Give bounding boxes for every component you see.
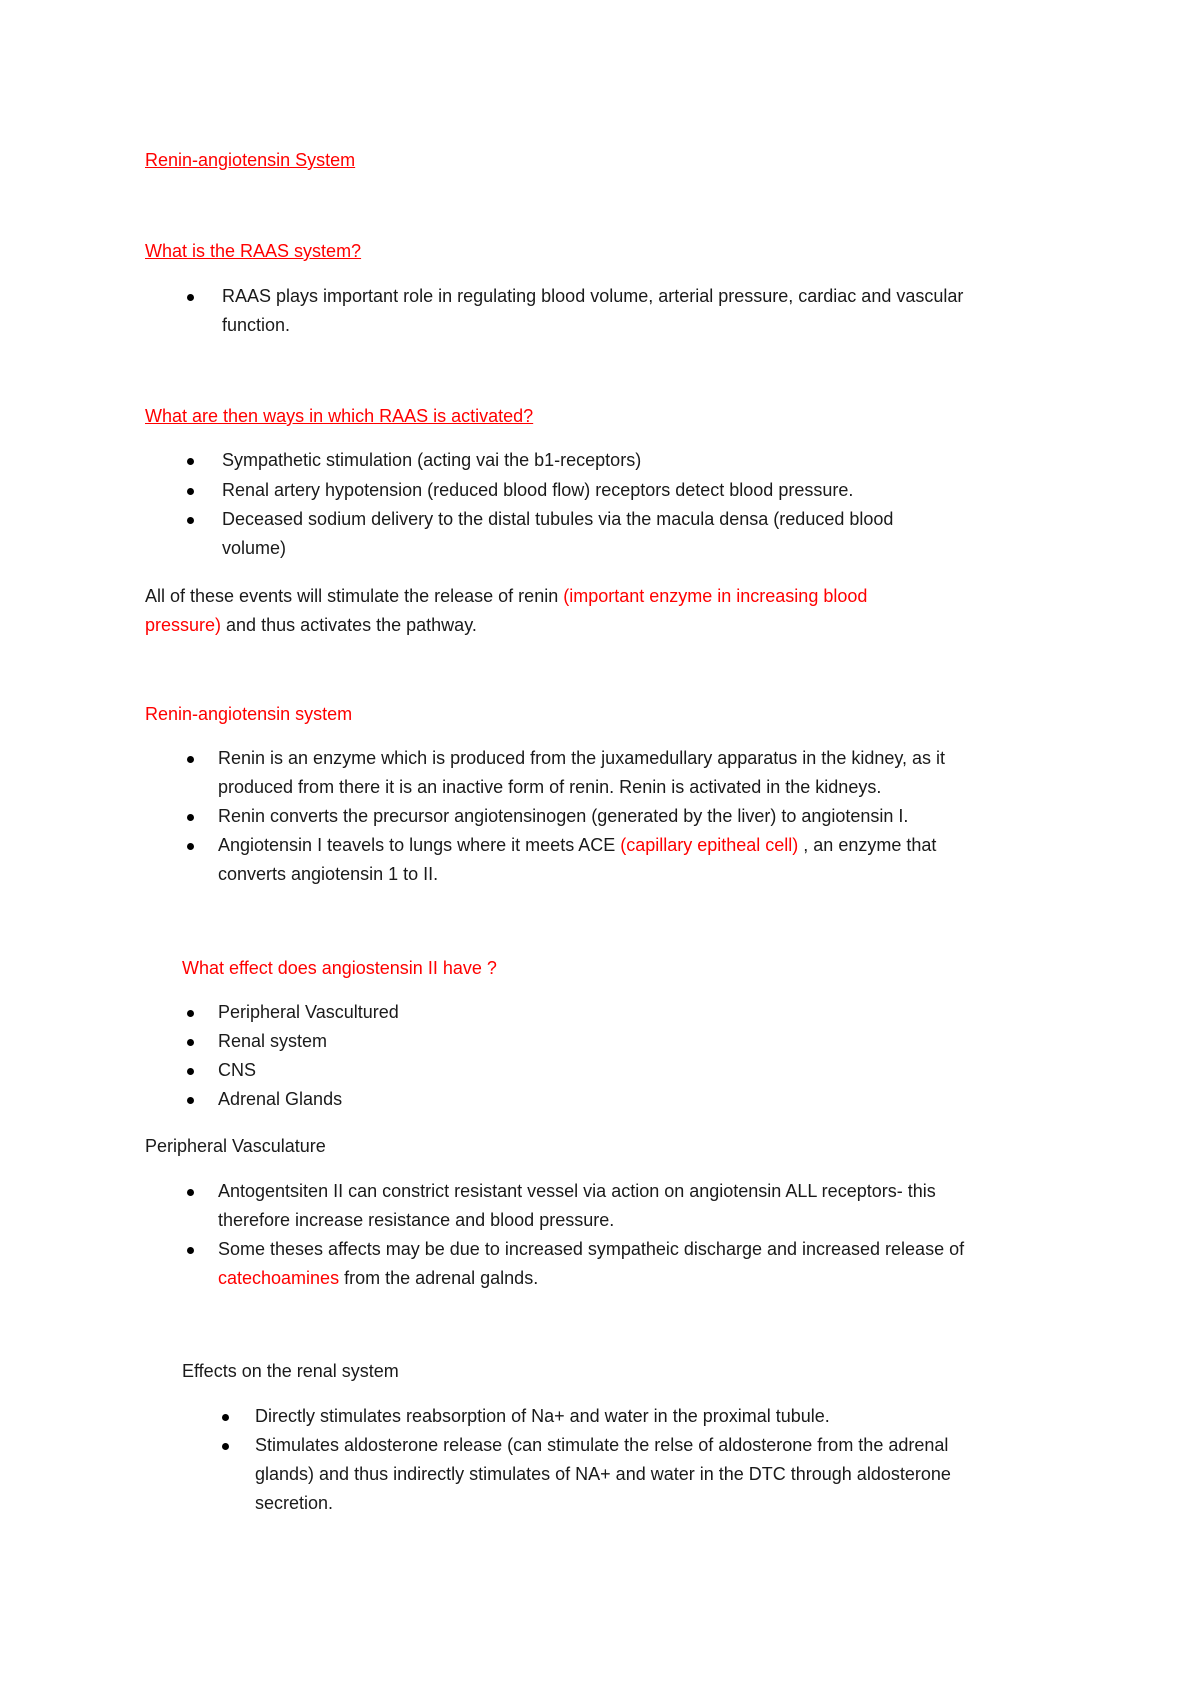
bullet-icon	[187, 756, 194, 763]
list-item: Adrenal Glands	[218, 1089, 343, 1109]
bullet-icon	[187, 1247, 194, 1254]
list-item	[218, 834, 936, 856]
paragraph-line	[145, 585, 867, 607]
bullet-icon	[187, 814, 194, 821]
list-item: Stimulates aldosterone release (can stimulate the relse of aldosterone from the adrenal	[255, 1435, 949, 1455]
list-item-text: from the adrenal galnds.	[339, 1268, 539, 1288]
paragraph-text: and thus activates the pathway.	[221, 615, 477, 635]
list-item-text: , an enzyme that	[798, 835, 937, 855]
bullet-icon	[187, 458, 194, 465]
paragraph-line	[145, 614, 477, 636]
list-item: Some theses affects may be due to increased sympatheic discharge and increased release of	[218, 1239, 965, 1259]
list-item: CNS	[218, 1060, 257, 1080]
bullet-icon	[187, 1039, 194, 1046]
highlight-text: (capillary epitheal cell)	[620, 835, 799, 855]
list-item: Peripheral Vascultured	[218, 1002, 399, 1022]
heading-peripheral-vasculature: Peripheral Vasculature	[145, 1136, 326, 1156]
heading-renin-system: Renin-angiotensin system	[145, 704, 353, 724]
bullet-icon	[187, 843, 194, 850]
paragraph-text: All of these events will stimulate the release of renin	[145, 586, 564, 606]
bullet-icon	[222, 1443, 229, 1450]
heading-what-is-raas: What is the RAAS system?	[145, 241, 362, 261]
document-title: Renin-angiotensin System	[145, 150, 356, 170]
list-item-continued: converts angiotensin 1 to II.	[218, 864, 439, 884]
list-item-text: Angiotensin I teavels to lungs where it meets ACE	[218, 835, 621, 855]
heading-angiotensin-effects: What effect does angiostensin II have ?	[182, 958, 497, 978]
highlight-text: catechoamines	[218, 1268, 340, 1288]
bullet-icon	[187, 294, 194, 301]
list-item: Renal artery hypotension (reduced blood flow) receptors detect blood pressure.	[222, 480, 854, 500]
list-item-continued: therefore increase resistance and blood pressure.	[218, 1210, 615, 1230]
bullet-icon	[187, 1097, 194, 1104]
list-item: Renin is an enzyme which is produced from the juxamedullary apparatus in the kidney, as it	[218, 748, 946, 768]
list-item-continued: volume)	[222, 538, 287, 558]
list-item: Antogentsiten II can constrict resistant vessel via action on angiotensin ALL receptors- this	[218, 1181, 936, 1201]
highlight-text: pressure)	[145, 615, 222, 635]
highlight-text: (important enzyme in increasing blood	[563, 586, 868, 606]
list-item: Deceased sodium delivery to the distal tubules via the macula densa (reduced blood	[222, 509, 894, 529]
bullet-icon	[187, 488, 194, 495]
bullet-icon	[187, 1189, 194, 1196]
list-item: Renal system	[218, 1031, 328, 1051]
bullet-icon	[187, 517, 194, 524]
bullet-icon	[187, 1010, 194, 1017]
list-item: Directly stimulates reabsorption of Na+ and water in the proximal tubule.	[255, 1406, 830, 1426]
list-item: RAAS plays important role in regulating blood volume, arterial pressure, cardiac and vascular	[222, 286, 964, 306]
bullet-icon	[187, 1068, 194, 1075]
bullet-icon	[222, 1414, 229, 1421]
list-item-continued	[218, 1267, 538, 1289]
heading-activation-ways: What are then ways in which RAAS is activated?	[145, 406, 534, 426]
list-item-continued: secretion.	[255, 1493, 334, 1513]
heading-renal-effects: Effects on the renal system	[182, 1361, 399, 1381]
list-item-continued: produced from there it is an inactive form of renin. Renin is activated in the kidneys.	[218, 777, 882, 797]
list-item-continued: function.	[222, 315, 291, 335]
list-item-continued: glands) and thus indirectly stimulates of NA+ and water in the DTC through aldosterone	[255, 1464, 951, 1484]
list-item: Renin converts the precursor angiotensinogen (generated by the liver) to angiotensin I.	[218, 806, 909, 826]
list-item: Sympathetic stimulation (acting vai the b1-receptors)	[222, 450, 642, 470]
